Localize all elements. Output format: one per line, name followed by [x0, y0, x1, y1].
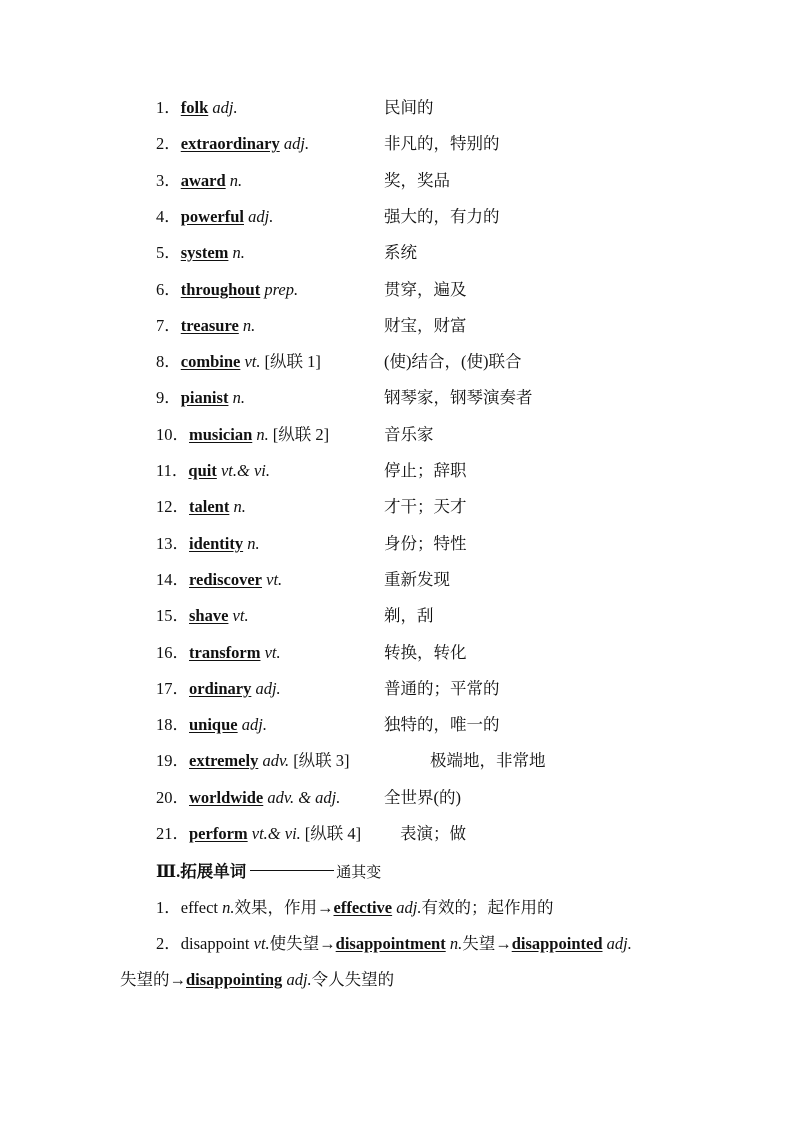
item-number: 4．: [156, 207, 181, 226]
vocab-row: [156, 603, 249, 629]
vocab-word: pianist: [180, 388, 229, 407]
vocab-row: [156, 277, 298, 303]
part-of-speech: adj.: [248, 207, 274, 226]
vocab-word: musician: [189, 425, 253, 444]
part-of-speech: n.: [232, 388, 245, 407]
item-number: 11．: [156, 461, 189, 480]
item-number: 10．: [156, 425, 189, 444]
vocab-meaning: 民间的: [384, 98, 434, 117]
part-of-speech: vt.: [253, 934, 270, 953]
vocab-word: unique: [189, 715, 238, 734]
derived-word: disappointed: [511, 934, 603, 953]
item-number: 21．: [156, 824, 189, 843]
vocab-row: [156, 640, 281, 666]
vocab-word: powerful: [180, 207, 244, 226]
item-number: 9．: [156, 388, 181, 407]
vocab-row: [156, 458, 270, 484]
part-of-speech: adj.: [283, 134, 310, 153]
vocab-word: ordinary: [189, 679, 252, 698]
vocab-meaning: 停止；辞职: [384, 461, 467, 480]
part-of-speech: n.: [256, 425, 269, 444]
vocab-row: [156, 240, 245, 266]
meaning: 效果，作用→: [234, 898, 334, 917]
part-of-speech: n.: [222, 898, 235, 917]
vocab-row: [156, 95, 238, 121]
part-of-speech: prep.: [264, 280, 299, 299]
part-of-speech: n.: [232, 243, 245, 262]
item-number: 17．: [156, 679, 189, 698]
part-of-speech: vt.: [264, 643, 281, 662]
extend-item-1: [156, 895, 553, 921]
vocab-word: award: [180, 171, 226, 190]
vocab-meaning: 贯穿，遍及: [384, 280, 467, 299]
vocab-row: [156, 712, 267, 738]
vocab-meaning: 转换，转化: [384, 643, 467, 662]
vocab-meaning: 普通的；平常的: [384, 679, 500, 698]
vocab-word: extraordinary: [180, 134, 280, 153]
meaning: 有效的；起作用的: [421, 898, 554, 917]
item-number: 20．: [156, 788, 189, 807]
meaning: 失望的→: [120, 970, 186, 989]
part-of-speech: n.: [233, 497, 246, 516]
part-of-speech: n.: [242, 316, 256, 335]
vocab-meaning: 表演；做: [400, 824, 466, 843]
item-number: 7．: [156, 316, 181, 335]
vocab-word: identity: [189, 534, 244, 553]
part-of-speech: adj.: [255, 679, 281, 698]
part-of-speech: n.: [229, 171, 243, 190]
vocab-row: [156, 313, 255, 339]
vocab-row: [156, 349, 321, 375]
vocab-meaning: (使)结合，(使)联合: [384, 352, 522, 371]
vocab-word: throughout: [180, 280, 261, 299]
item-number: 18．: [156, 715, 189, 734]
vocab-word: system: [180, 243, 229, 262]
item-number: 19．: [156, 751, 189, 770]
part-of-speech: adj.: [212, 98, 238, 117]
derived-word: disappointing: [186, 970, 283, 989]
cross-reference: [纵联 3]: [293, 751, 350, 770]
vocab-word: transform: [189, 643, 261, 662]
vocab-row: [156, 567, 282, 593]
item-number: 6．: [156, 280, 181, 299]
section-title: Ⅲ.拓展单词: [156, 862, 247, 881]
vocab-word: quit: [188, 461, 217, 480]
vocab-meaning: 极端地，非常地: [430, 751, 546, 770]
part-of-speech: n.: [247, 534, 260, 553]
item-number: 3．: [156, 171, 181, 190]
part-of-speech: adj.: [286, 970, 312, 989]
item-number: 1．: [156, 98, 181, 117]
vocab-meaning: 重新发现: [384, 570, 450, 589]
vocab-meaning: 非凡的，特别的: [384, 134, 500, 153]
item-number: 13．: [156, 534, 189, 553]
item-number: 1．: [156, 898, 181, 917]
item-number: 2．: [156, 134, 181, 153]
item-number: 5．: [156, 243, 181, 262]
vocab-meaning: 财宝，财富: [384, 316, 467, 335]
vocab-row: [156, 168, 242, 194]
vocab-row: [156, 748, 350, 774]
part-of-speech: vt.& vi.: [220, 461, 270, 480]
vocab-meaning: 音乐家: [384, 425, 434, 444]
part-of-speech: n.: [449, 934, 463, 953]
vocab-word: talent: [189, 497, 230, 516]
extend-item-2-line-2: [120, 967, 394, 993]
base-word: effect: [180, 898, 218, 917]
vocab-row: [156, 422, 329, 448]
vocab-row: [156, 821, 361, 847]
item-number: 12．: [156, 497, 189, 516]
meaning: 失望→: [462, 934, 512, 953]
item-number: 2．: [156, 934, 181, 953]
cross-reference: [纵联 4]: [304, 824, 362, 843]
cross-reference: [纵联 2]: [272, 425, 330, 444]
vocab-word: shave: [189, 606, 229, 625]
cross-reference: [纵联 1]: [264, 352, 321, 371]
part-of-speech: vt.& vi.: [251, 824, 301, 843]
vocab-word: combine: [180, 352, 241, 371]
item-number: 15．: [156, 606, 189, 625]
vocab-row: [156, 204, 273, 230]
vocab-meaning: 才干；天才: [384, 497, 467, 516]
vocab-word: treasure: [180, 316, 239, 335]
vocab-row: [156, 131, 309, 157]
vocab-meaning: 全世界(的): [384, 788, 461, 807]
vocab-row: [156, 531, 260, 557]
section-heading: [156, 859, 381, 886]
part-of-speech: adj.: [241, 715, 267, 734]
vocab-meaning: 奖，奖品: [384, 171, 450, 190]
vocab-meaning: 身份；特性: [384, 534, 467, 553]
meaning: 使失望→: [269, 934, 336, 953]
part-of-speech: vt.: [266, 570, 283, 589]
part-of-speech: vt.: [232, 606, 249, 625]
part-of-speech: vt.: [244, 352, 261, 371]
item-number: 14．: [156, 570, 189, 589]
vocab-word: extremely: [189, 751, 259, 770]
vocab-word: folk: [180, 98, 209, 117]
meaning: 令人失望的: [311, 970, 395, 989]
vocab-row: [156, 494, 246, 520]
vocab-row: [156, 676, 281, 702]
vocab-word: worldwide: [189, 788, 264, 807]
derived-word: disappointment: [335, 934, 446, 953]
item-number: 8．: [156, 352, 181, 371]
vocab-meaning: 独特的，唯一的: [384, 715, 500, 734]
vocab-word: perform: [189, 824, 248, 843]
extend-item-2-line-1: [156, 931, 632, 957]
vocab-row: [156, 785, 340, 811]
section-divider: [250, 870, 334, 871]
vocab-row: [156, 385, 245, 411]
section-subtitle: 通其变: [336, 865, 382, 881]
part-of-speech: adj.: [606, 934, 632, 953]
derived-word: effective: [333, 898, 393, 917]
vocab-word: rediscover: [189, 570, 263, 589]
vocab-meaning: 剃，刮: [384, 606, 434, 625]
vocab-meaning: 钢琴家，钢琴演奏者: [384, 388, 533, 407]
item-number: 16．: [156, 643, 189, 662]
part-of-speech: adj.: [396, 898, 422, 917]
part-of-speech: adv.: [262, 751, 290, 770]
vocab-meaning: 强大的，有力的: [384, 207, 500, 226]
base-word: disappoint: [180, 934, 250, 953]
part-of-speech: adv. & adj.: [267, 788, 341, 807]
vocab-meaning: 系统: [384, 243, 417, 262]
